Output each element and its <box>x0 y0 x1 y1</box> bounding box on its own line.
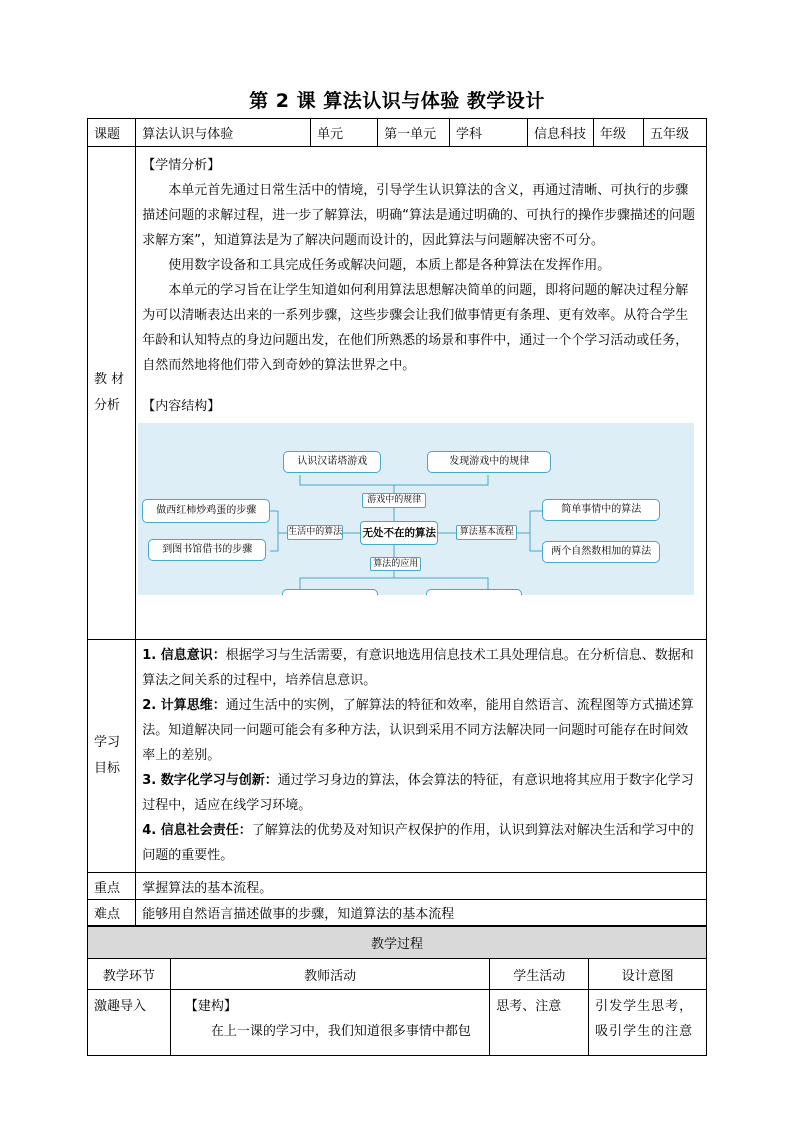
goal-item: 4. 信息社会责任：了解算法的优势及对知识产权保护的作用，认识到算法对解决生活和学习中的问题的重要性。 <box>142 823 694 863</box>
node-addition-algorithm: 两个自然数相加的算法 <box>542 541 660 563</box>
node-algorithm-around-us <box>426 589 522 595</box>
analysis-heading: 【学情分析】 <box>142 158 221 173</box>
unit-label: 单元 <box>311 119 378 147</box>
node-hanoi-game: 认识汉诺塔游戏 <box>283 451 381 473</box>
goal-item: 3. 数字化学习与创新：通过学习身边的算法，体会算法的特征，有意识地将其应用于数字化学习过程中，适应在线学习环境。 <box>142 773 694 813</box>
node-life-application <box>282 589 378 595</box>
analysis-content <box>136 147 707 640</box>
node-center-algorithm: 无处不在的算法 <box>360 521 438 545</box>
node-library-steps: 到图书馆借书的步骤 <box>148 539 266 561</box>
label-basic-flow: 算法基本流程 <box>456 525 517 540</box>
label-life-algorithm: 生活中的算法 <box>287 525 343 540</box>
teacher-cell: 【建构】 在上一课的学习中，我们知道很多事情中都包 <box>170 990 489 1056</box>
topic-label: 课题 <box>88 119 136 147</box>
goals-label: 学习 目标 <box>88 640 136 873</box>
teaching-process-table <box>87 926 707 1056</box>
node-simple-algorithm: 简单事情中的算法 <box>542 499 660 521</box>
intent-cell: 引发学生思考，吸引学生的注意 <box>589 990 707 1056</box>
col-intent: 设计意图 <box>589 959 707 990</box>
col-teacher: 教师活动 <box>170 959 489 990</box>
page-title: 第 2 课 算法认识与体验 教学设计 <box>249 90 545 112</box>
subject-label: 学科 <box>450 119 528 147</box>
label-game-rules: 游戏中的规律 <box>362 493 426 508</box>
analysis-label: 教 材 分析 <box>88 147 136 640</box>
grade-value: 五年级 <box>643 119 706 147</box>
stage-cell: 激趣导入 <box>88 990 171 1056</box>
subject-value: 信息科技 <box>528 119 594 147</box>
node-game-pattern: 发现游戏中的规律 <box>427 451 551 473</box>
label-algorithm-application: 算法的应用 <box>370 557 421 571</box>
key-point-label: 重点 <box>88 873 136 900</box>
difficulty-text: 能够用自然语言描述做事的步骤，知道算法的基本流程 <box>136 900 707 926</box>
difficulty-label: 难点 <box>88 900 136 926</box>
analysis-paragraph: 本单元的学习旨在让学生知道如何利用算法思想解决简单的问题，即将问题的解决过程分解为可以清晰表达出来的一系列步骤，这些步骤会让我们做事情更有条理、更有效率。从符合学生年龄和认知特点的身边问题出发，在他们所熟悉的场景和事件中，通过一个个学习活动或任务，自然而然地将他们带入到奇妙的算法世界之中。 <box>142 283 689 373</box>
lesson-info-table <box>87 118 707 926</box>
goal-item: 1. 信息意识：根据学习与生活需要，有意识地选用信息技术工具处理信息。在分析信息、数据和算法之间关系的过程中，培养信息意识。 <box>142 648 694 688</box>
analysis-paragraph: 使用数字设备和工具完成任务或解决问题，本质上都是各种算法在发挥作用。 <box>168 258 611 273</box>
content-structure-diagram <box>138 423 694 595</box>
unit-value: 第一单元 <box>378 119 450 147</box>
goal-item: 2. 计算思维：通过生活中的实例，了解算法的特征和效率，能用自然语言、流程图等方式描述算法。知道解决同一问题可能会有多种方法，认识到采用不同方法解决同一问题时可能存在时间效率上的差别。 <box>142 698 694 763</box>
analysis-paragraph: 本单元首先通过日常生活中的情境，引导学生认识算法的含义，再通过清晰、可执行的步骤描述问题的求解过程，进一步了解算法，明确“算法是通过明确的、可执行的操作步骤描述的问题求解方案”，知道算法是为了解决问题而设计的，因此算法与问题解决密不可分。 <box>142 183 695 248</box>
key-point-text: 掌握算法的基本流程。 <box>136 873 707 900</box>
node-tomato-egg-steps: 做西红柿炒鸡蛋的步骤 <box>142 499 270 523</box>
topic-value: 算法认识与体验 <box>136 119 311 147</box>
col-student: 学生活动 <box>490 959 589 990</box>
grade-label: 年级 <box>593 119 643 147</box>
process-title: 教学过程 <box>88 927 707 959</box>
student-cell: 思考、注意 <box>490 990 589 1056</box>
goals-content <box>136 640 707 873</box>
structure-heading: 【内容结构】 <box>142 399 221 414</box>
col-stage: 教学环节 <box>88 959 171 990</box>
